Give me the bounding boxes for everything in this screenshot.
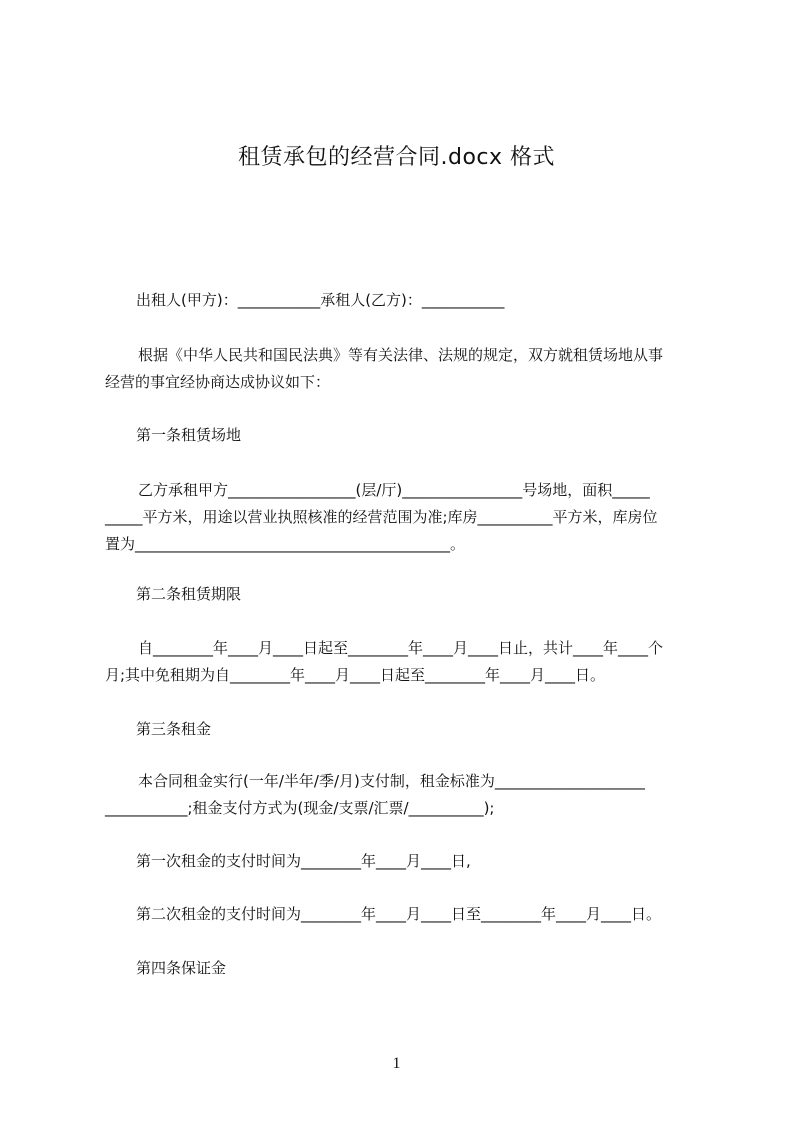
intro-paragraph — [105, 342, 705, 396]
intro-line-1: 根据《中华人民共和国民法典》等有关法律、法规的规定，双方就租赁场地从事 — [138, 346, 664, 364]
article3-payment-1: 第一次租金的支付时间为________年____月____日, — [136, 852, 471, 870]
article3-line-2: ___________;租金支付方式为(现金/支票/汇票/__________); — [105, 799, 495, 817]
intro-line-2: 经营的事宜经协商达成协议如下： — [105, 373, 331, 391]
article3-payment-2: 第二次租金的支付时间为________年____月____日至________年____月____日。 — [136, 905, 662, 923]
article2-paragraph — [105, 635, 705, 689]
article2-heading: 第二条租赁期限 — [136, 585, 242, 603]
article3-paragraph — [105, 768, 705, 822]
article2-line-1: 自________年____月____日起至________年____月____日止，共计____年____个 — [138, 639, 664, 657]
article3-heading: 第三条租金 — [136, 720, 212, 738]
article3-line-1: 本合同租金实行(一年/半年/季/月)支付制，租金标准为____________________ — [138, 772, 645, 790]
article2-line-2: 月;其中免租期为自________年____月____日起至________年____月____日。 — [105, 666, 606, 684]
article1-line-2: _____平方米，用途以营业执照核准的经营范围为准;库房__________平方米，库房位 — [105, 508, 658, 526]
article4-heading: 第四条保证金 — [136, 959, 227, 977]
parties-line: 出租人(甲方)：___________承租人(乙方)：___________ — [136, 291, 505, 309]
article1-paragraph — [105, 477, 705, 558]
page-number: 1 — [392, 1055, 401, 1072]
article1-line-3: 置为__________________________________________。 — [105, 535, 466, 553]
article1-line-1: 乙方承租甲方_________________(层/厅)________________号场地，面积_____ — [138, 481, 650, 499]
document-title: 租赁承包的经营合同.docx 格式 — [237, 145, 556, 170]
article1-heading: 第一条租赁场地 — [136, 426, 242, 444]
